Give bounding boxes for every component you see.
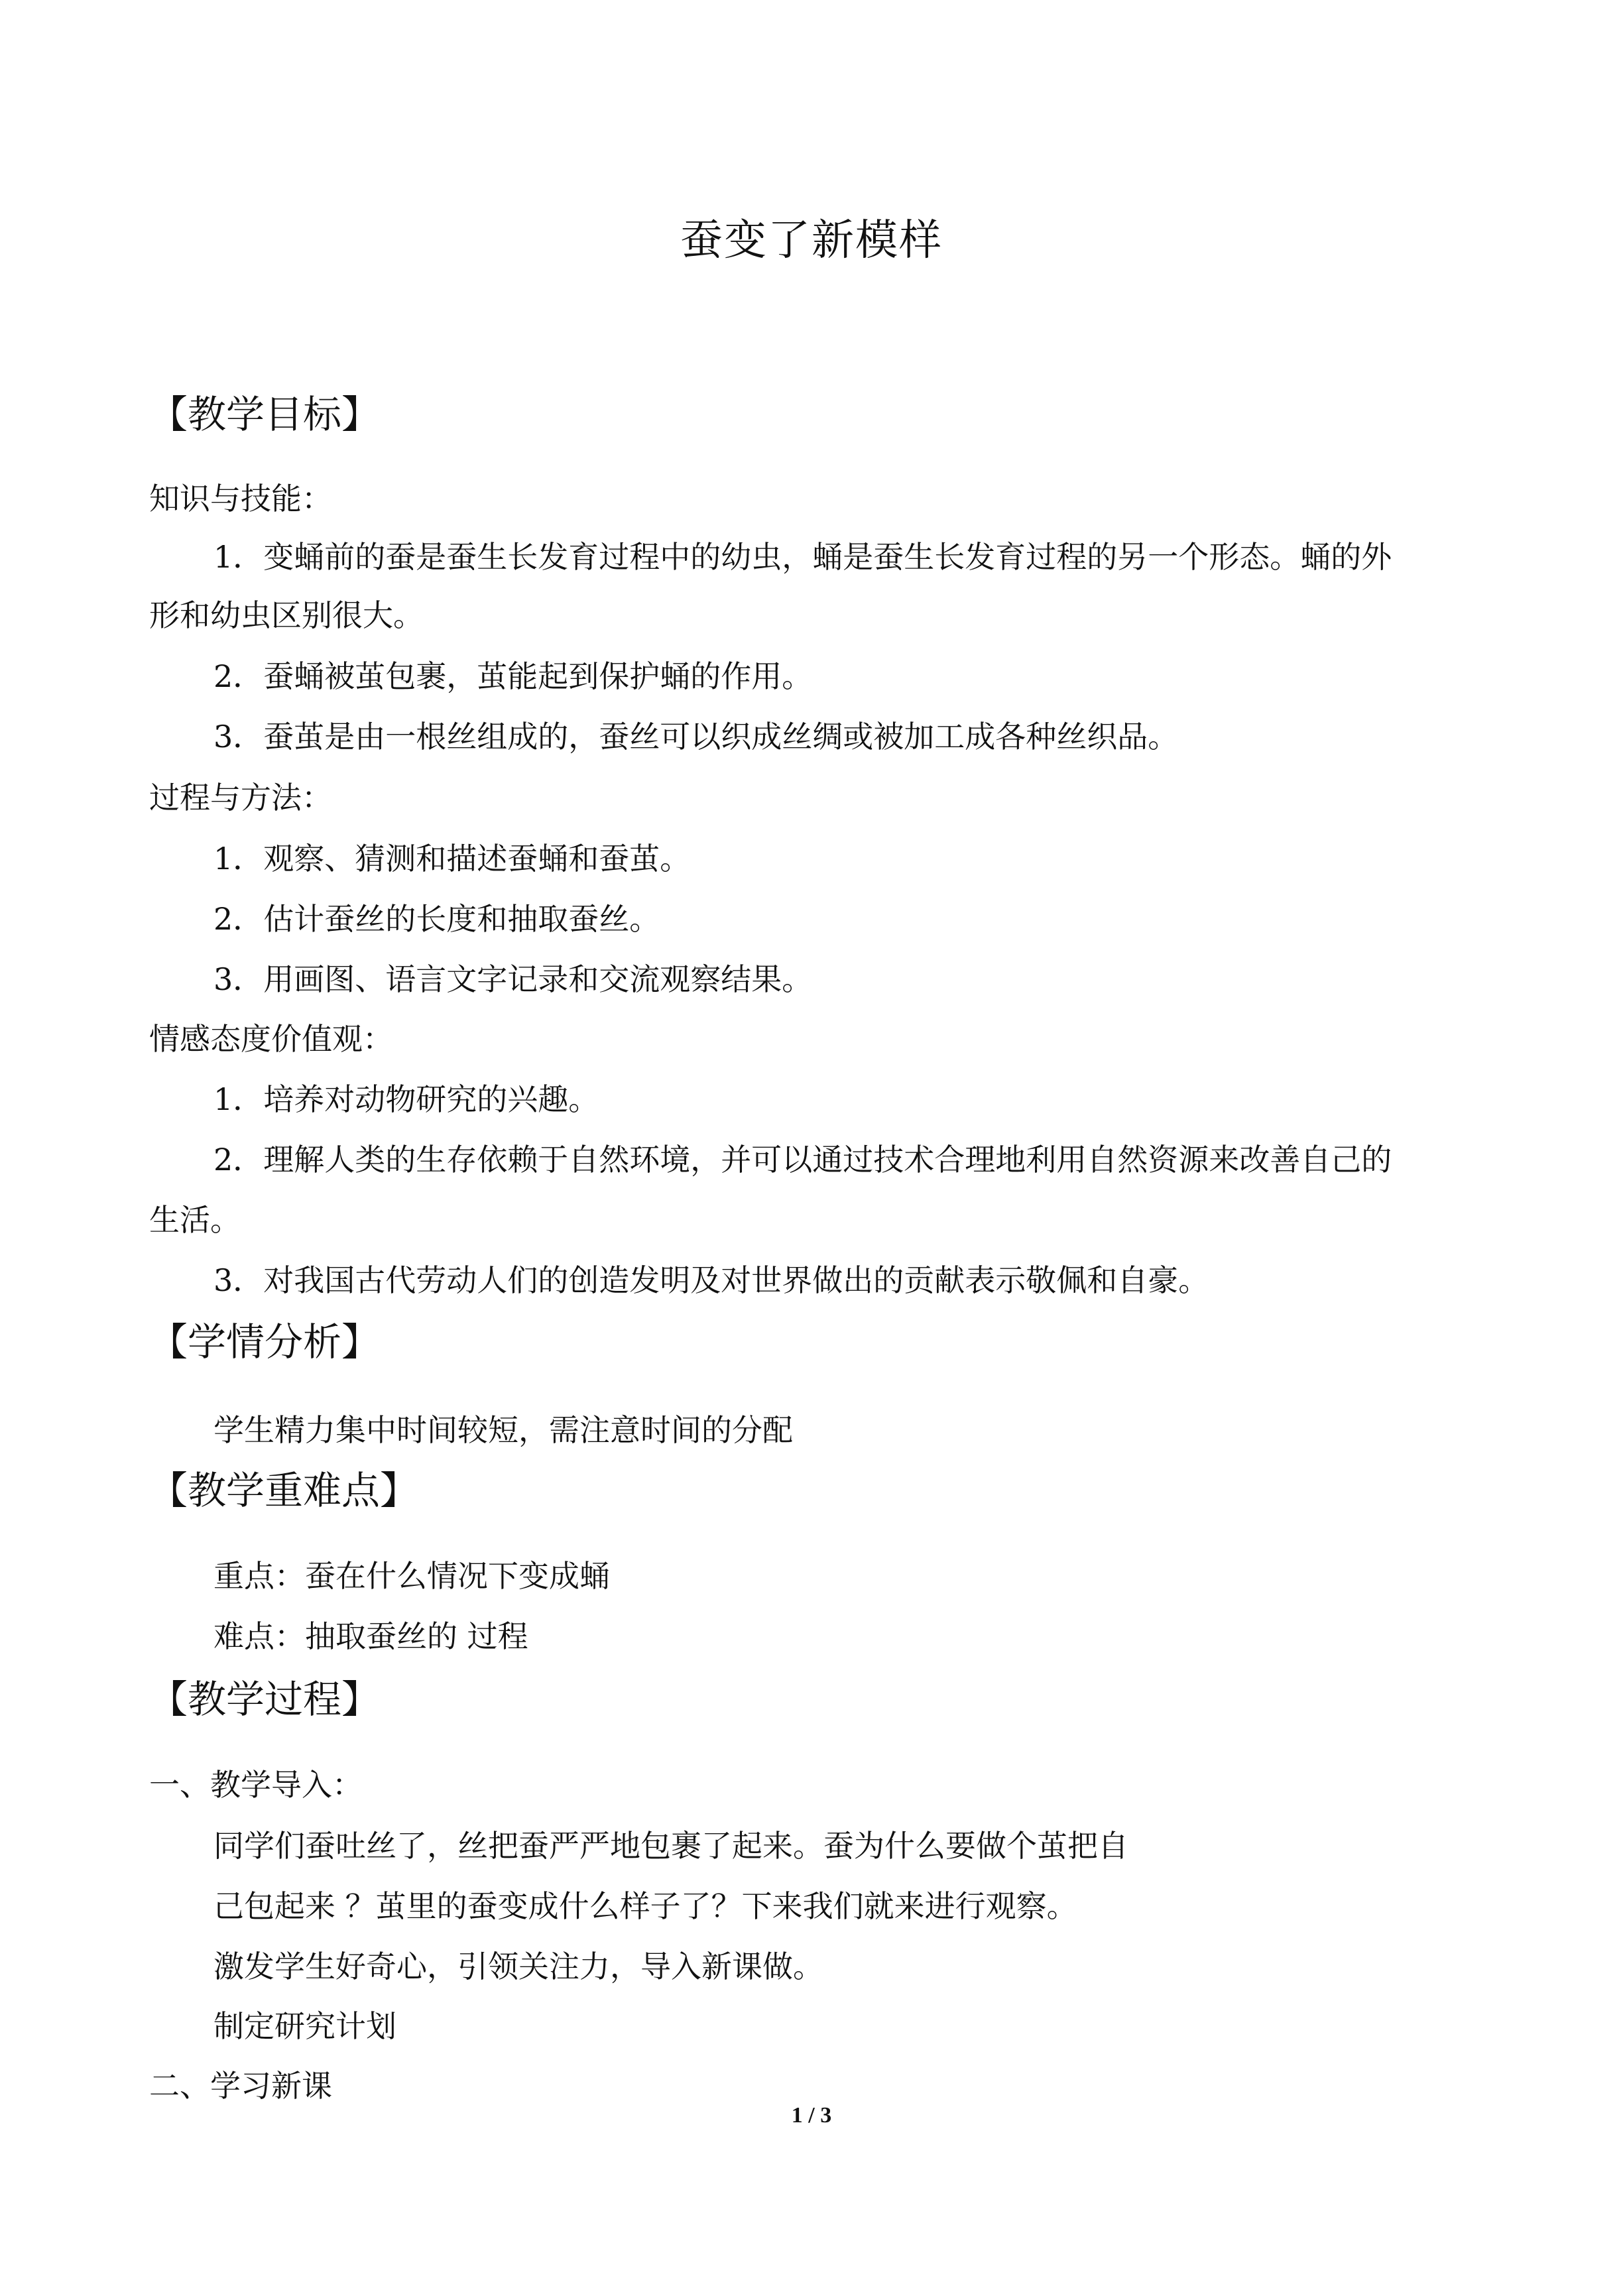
- analysis-text: 学生精力集中时间较短，需注意时间的分配: [213, 1412, 793, 1448]
- knowledge-item: 形和幼虫区别很大。: [149, 597, 424, 633]
- difficulty-point: 难点：抽取蚕丝的 过程: [213, 1618, 528, 1654]
- document-title: 蚕变了新模样: [680, 216, 943, 265]
- emotion-item: 2．理解人类的生存依赖于自然环境，并可以通过技术合理地利用自然资源来改善自己的: [213, 1142, 1392, 1178]
- emotion-item: 3．对我国古代劳动人们的创造发明及对世界做出的贡献表示敬佩和自豪。: [213, 1262, 1209, 1298]
- section-heading-goals: 【教学目标】: [149, 392, 381, 437]
- process-item: 2．估计蚕丝的长度和抽取蚕丝。: [213, 901, 660, 937]
- key-point: 重点：蚕在什么情况下变成蛹: [213, 1558, 610, 1594]
- knowledge-item: 2．蚕蛹被茧包裹，茧能起到保护蛹的作用。: [213, 658, 813, 694]
- knowledge-item: 3．蚕茧是由一根丝组成的，蚕丝可以织成丝绸或被加工成各种丝织品。: [213, 719, 1179, 755]
- procedure-line: 己包起来 ？茧里的蚕变成什么样子了？下来我们就来进行观察。: [213, 1888, 1077, 1924]
- process-label: 过程与方法：: [149, 780, 332, 816]
- section-heading-procedure: 【教学过程】: [149, 1677, 381, 1722]
- emotion-item: 1．培养对动物研究的兴趣。: [213, 1081, 599, 1117]
- procedure-line: 制定研究计划: [213, 2008, 396, 2044]
- emotion-label: 情感态度价值观：: [149, 1021, 393, 1057]
- procedure-part2-label: 二、学习新课: [149, 2068, 332, 2104]
- knowledge-label: 知识与技能：: [149, 481, 332, 516]
- emotion-item: 生活。: [149, 1202, 241, 1238]
- section-heading-key-points: 【教学重难点】: [149, 1468, 419, 1513]
- procedure-line: 激发学生好奇心，引领关注力，导入新课做。: [213, 1949, 823, 1984]
- section-heading-analysis: 【学情分析】: [149, 1319, 381, 1364]
- process-item: 3．用画图、语言文字记录和交流观察结果。: [213, 961, 813, 997]
- procedure-line: 同学们蚕吐丝了，丝把蚕严严地包裹了起来。蚕为什么要做个茧把自: [213, 1828, 1128, 1864]
- process-item: 1．观察、猜测和描述蚕蛹和蚕茧。: [213, 841, 691, 876]
- procedure-part1-label: 一、教学导入：: [149, 1767, 363, 1803]
- page-number: 1 / 3: [791, 2103, 832, 2128]
- knowledge-item: 1．变蛹前的蚕是蚕生长发育过程中的幼虫，蛹是蚕生长发育过程的另一个形态。蛹的外: [213, 539, 1392, 575]
